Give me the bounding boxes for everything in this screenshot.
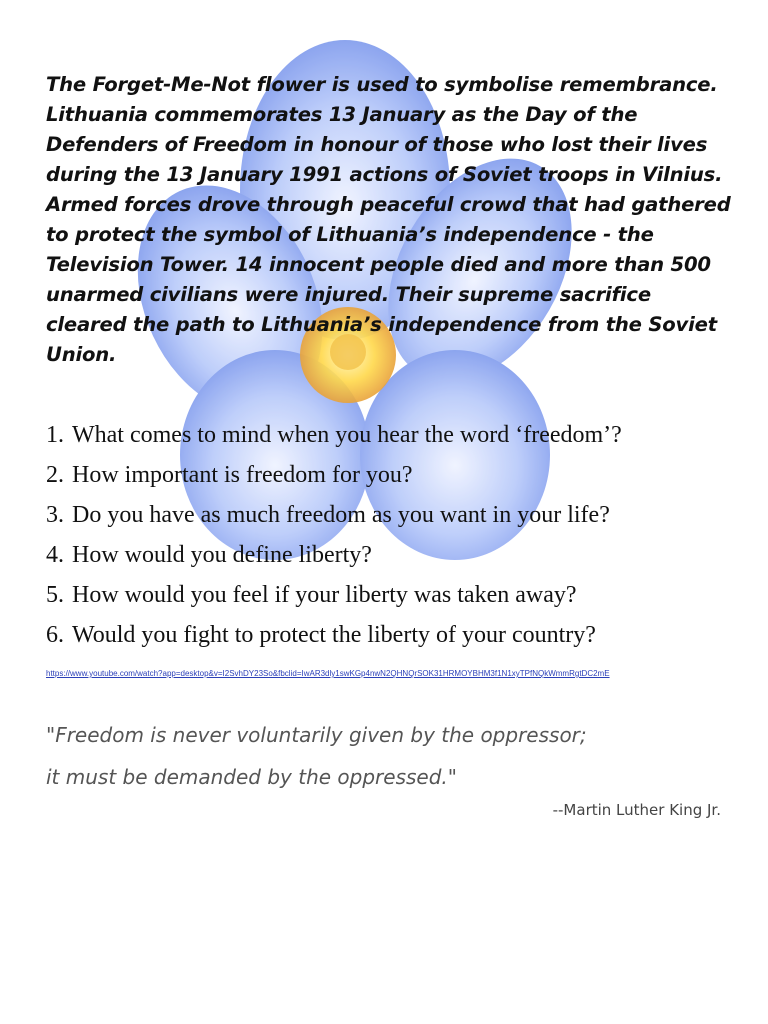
question-item (46, 615, 622, 655)
question-number: 4. (46, 542, 64, 568)
question-text: What comes to mind when you hear the word ‘freedom’? (72, 422, 622, 448)
question-number: 3. (46, 502, 64, 528)
intro-paragraph: The Forget-Me-Not flower is used to symbolise remembrance. Lithuania commemorates 13 January as the Day of the Defenders of Freedom in honour of those who lost their lives during the 13 January 1991 actions of Soviet troops in Vilnius. Armed forces drove through peaceful crowd that had gathered to protect the symbol of Lithuania’s independence - the Television Tower. 14 innocent people died and more than 500 unarmed civilians were injured. Their supreme sacrifice cleared the path to Lithuania’s independence from the Soviet Union. (46, 73, 731, 366)
quote (46, 714, 587, 798)
question-number: 5. (46, 582, 64, 608)
youtube-link[interactable]: https://www.youtube.com/watch?app=desktop&v=I2SvhDY23So&fbclid=IwAR3dly1swKGp4nwN2QHNQrSOK31HRMOYBHM3f1N1xyTPfNQkWmmRgtDC2mE (46, 669, 610, 678)
quote-line: it must be demanded by the oppressed." (46, 765, 457, 789)
question-text: How would you define liberty? (72, 542, 372, 568)
question-text: Do you have as much freedom as you want in your life? (72, 502, 610, 528)
question-number: 1. (46, 422, 64, 448)
question-item (46, 455, 622, 495)
quote-attribution: --Martin Luther King Jr. (552, 801, 721, 819)
question-text: How would you feel if your liberty was taken away? (72, 582, 577, 608)
question-number: 2. (46, 462, 64, 488)
question-list (46, 415, 622, 655)
quote-line: "Freedom is never voluntarily given by the oppressor; (46, 723, 587, 747)
question-item (46, 535, 622, 575)
question-item (46, 575, 622, 615)
question-text: How important is freedom for you? (72, 462, 413, 488)
question-item (46, 495, 622, 535)
question-item (46, 415, 622, 455)
question-number: 6. (46, 622, 64, 648)
question-text: Would you fight to protect the liberty of your country? (72, 622, 596, 648)
